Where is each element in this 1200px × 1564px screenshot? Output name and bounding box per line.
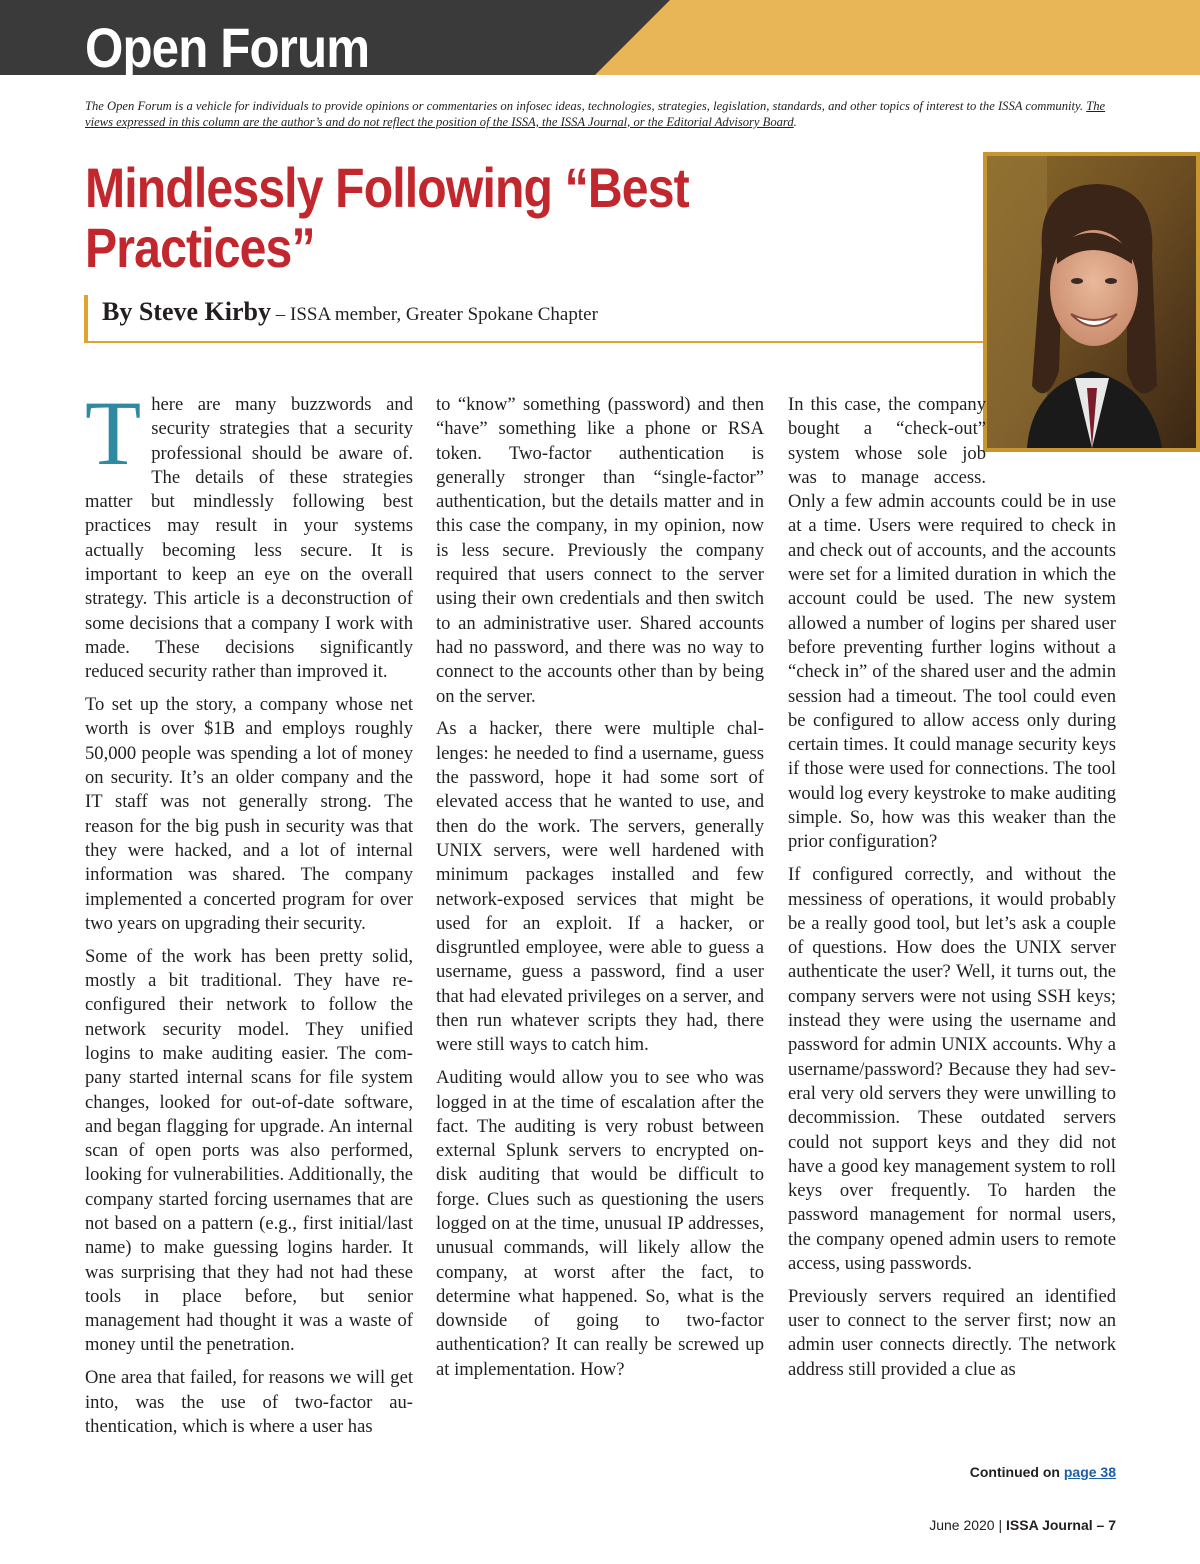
section-header-band [0,0,1200,79]
article-column-3 [788,393,1116,1391]
article-column-2 [436,393,764,1391]
paragraph: Previously servers required an identified user to connect to the server first; now an admin user connects directly. The network address still provided a clue as [788,1285,1116,1380]
paragraph: to “know” something (password) and then “have” something like a phone or RSA token. Two-factor authentication is generally stronger than “single-factor” authentication, but the details matter and in this case the company, in my opinion, now is less secure. Previously the company required that users connect to the server using their own credentials and then switch to an administrative user. Shared accounts had no password, and there was no way to connect to the accounts other than by being on the server. [436,394,764,707]
paragraph [788,393,1116,855]
footer-separator: | [998,1517,1003,1533]
byline-accent-bar [84,295,88,343]
byline-prefix: By [102,297,133,326]
byline [102,297,598,330]
continued-note [970,1464,1116,1480]
byline-rule [84,341,984,343]
paragraph: As a hacker, there were multiple challenges: he needed to find a username, guess the password, hope it had some sort of elevated access that he wanted to use, and then do the work. The servers, generally UNIX servers, were well hardened with minimum packages installed and few network-exposed services that might be used for an exploit. If a hacker, or disgruntled employee, were able to guess a username, guess a password, find a user that had elevated privileges on a server, and then run whatever scripts they had, there were still ways to catch him. [436,718,764,1056]
paragraph: Auditing would allow you to see who was logged in at the time of escalation after the fact. The auditing is very robust between external Splunk servers to encrypted on-disk auditing that would be difficult to forge. Clues such as questioning the users logged on at the time, unusual IP addresses, unusual commands, will likely allow the company, at worst after the fact, to determine what happened. So, what is the downside of going to two-factor authentication? It can really be screwed up at implementation. How? [436,1067,764,1380]
intro-end: . [793,115,797,129]
paragraph: If configured correctly, and without the messiness of operations, it would probably be a really good tool, but let’s ask a couple of questions. How does the UNIX server authenticate the user? Well, it turns out, the company servers were not using SSH keys; instead they were using the username and password for admin UNIX accounts. Why a username/password? Because they had several very old servers they were unwilling to decommission. These outdated servers could not support keys and they did not have a good key management system to roll keys over frequently. To harden the password management for normal users, the company opened admin users to remote access, using passwords. [788,864,1116,1274]
intro-disclaimer: The views expressed in this column are the author’s and do not reflect the position of the ISSA, the ISSA Journal, or the Editorial Advisory Board [85,99,1106,129]
continued-label: Continued on [969,1464,1060,1480]
journal-page: ISSA Journal – 7 [1006,1517,1116,1533]
continued-page-link[interactable]: page 38 [1063,1464,1116,1480]
paragraph: Some of the work has been pretty solid, mostly a bit traditional. They have reconfigured their network to follow the network security model. They unified logins to make auditing easier. The company started internal scans for file system changes, looked for out-of-date software, and began flagging for upgrade. An internal scan of open ports was also performed, looking for vulnerabilities. Additionally, the company started forcing usernames that are not based on a pattern (e.g., first initial/last name) to make guessing logins harder. It was surprising that they had not had these tools in place before, but senior management had thought it was a waste of money until the penetration. [85,945,413,1356]
photo-wrap-spacer [986,393,1116,489]
issue-date: June 2020 [929,1517,995,1533]
paragraph: To set up the story, a company whose net worth is over $1B and employs roughly 50,000 people was spending a lot of money on security. It’s an older company and the IT staff was not generally strong. The reason for the big push in security was that they were hacked, and a lot of internal information was shared. The company implemented a concerted program for over two years on upgrading their security. [85,694,413,934]
article-headline: Mindlessly Following “Best Practices” [85,156,689,279]
open-forum-intro [85,98,1125,130]
paragraph-text: In this case, the company bought a “check-out” system whose sole job was to manage access. Only a few admin accounts could be in use at a time. Users were required to check in and check out of accounts, and the accounts were set for a limited duration in which the account could be used. The new system allowed a number of logins per shared user before preventing further logins without a “check in” of the shared user and the admin session had a timeout. The tool could even be configured to allow access only during certain times. It could manage security keys if those were used for connections. The tool would log every keystroke to make auditing simple. So, how was this weaker than the prior configuration? [788,394,1116,853]
paragraph [85,382,413,685]
intro-text: The Open Forum is a vehicle for individuals to provide opinions or commentaries on infosec ideas, technologies, strategies, legislation, standards, and other topics of interest to the ISSA community. [85,99,1084,113]
author-affiliation: – ISSA member, Greater Spokane Chapter [275,304,598,325]
section-title: Open Forum [85,16,370,79]
article-column-1 [85,382,413,1448]
page-footer [929,1517,1116,1533]
paragraph-text: here are many buzzwords and security strategies that a security professional should be aware of. The details of these strategies matter but mindlessly following best practices may result in your systems actually becoming less secure. It is important to keep an eye on the overall strategy. This article is a deconstruction of some decisions that a company I work with made. These decisions significantly reduced security rather than improved it. [85,394,413,683]
paragraph: One area that failed, for reasons we will get into, was the use of two-factor authentication, which is where a user has [85,1367,413,1437]
author-name: Steve Kirby [138,297,271,326]
drop-cap: T [85,382,142,484]
